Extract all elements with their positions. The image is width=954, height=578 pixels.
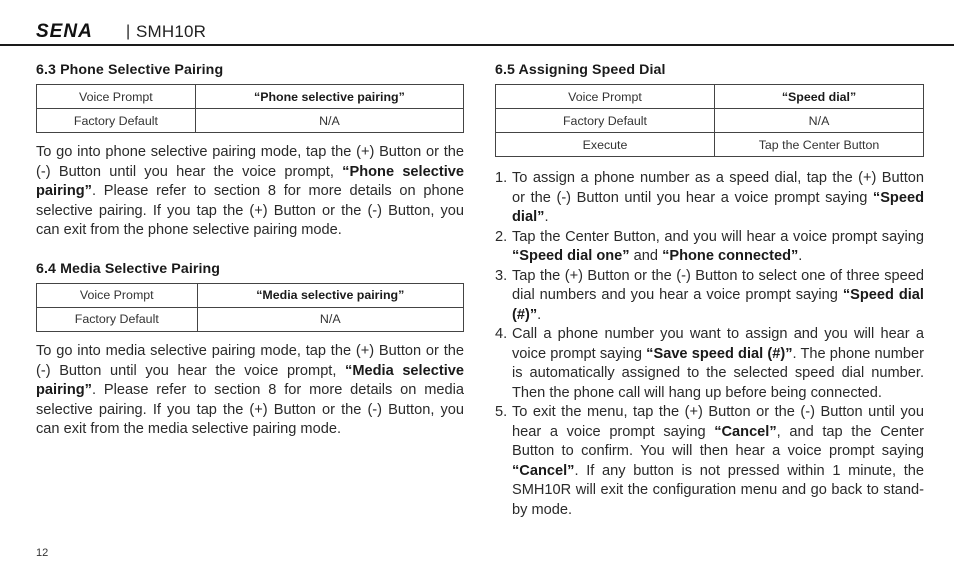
list-item — [495, 267, 924, 326]
voice-prompt-text: “Speed dial (#)” — [512, 287, 924, 323]
step-number: 5. — [495, 404, 508, 420]
table-cell: N/A — [195, 109, 463, 133]
table-row — [37, 283, 464, 307]
list-item — [495, 325, 924, 403]
settings-table — [495, 84, 924, 157]
header-rule — [0, 44, 954, 46]
section-title: 6.3 Phone Selective Pairing — [36, 62, 224, 78]
table-row — [496, 109, 924, 133]
step-number: 4. — [495, 326, 508, 342]
right-column — [495, 62, 924, 520]
step-number: 3. — [495, 267, 508, 284]
settings-table — [36, 84, 464, 133]
svg-text:SENA: SENA — [36, 22, 93, 40]
paragraph-text: To go into media selective pairing mode, tap the (+) Button or the (-) Button until you hear the voice prompt, — [36, 342, 464, 379]
table-cell: Factory Default — [37, 109, 196, 133]
section-6-4 — [36, 261, 464, 440]
step-text: Tap the Center Button, and you will hear a voice prompt saying — [512, 228, 924, 245]
table-row — [496, 133, 924, 157]
step-text: and — [629, 248, 663, 264]
table-cell: N/A — [197, 307, 463, 331]
settings-table — [36, 283, 464, 332]
step-text: . The phone number is automatically assigned to the selected speed dial number. Then the phone call will hang up before being connected. — [512, 345, 924, 401]
step-text: . — [537, 306, 542, 323]
page-header — [36, 20, 954, 44]
section-6-3 — [36, 62, 464, 241]
table-row — [37, 307, 464, 331]
table-cell: Tap the Center Button — [715, 133, 924, 157]
section-paragraph — [36, 342, 464, 440]
sena-logo — [36, 22, 118, 40]
table-cell: Voice Prompt — [37, 85, 196, 109]
voice-prompt-text: “Cancel” — [512, 462, 575, 479]
voice-prompt-text: “Phone connected” — [662, 248, 799, 264]
list-item — [495, 169, 924, 228]
step-text: . — [544, 209, 549, 225]
voice-prompt-text: “Cancel” — [714, 423, 777, 440]
section-6-5 — [495, 62, 924, 520]
step-number: 2. — [495, 228, 508, 245]
voice-prompt-text: “Save speed dial (#)” — [646, 345, 793, 362]
table-cell: Voice Prompt — [496, 85, 715, 109]
table-cell: Factory Default — [496, 109, 715, 133]
list-item — [495, 228, 924, 267]
model-name: SMH10R — [136, 22, 207, 41]
table-cell: Voice Prompt — [37, 283, 198, 307]
paragraph-text: . Please refer to section 8 for more details on phone selective pairing. If you tap the (+) Button or the (-) Button, you can exit from the phone selective pairing mode. — [36, 183, 464, 239]
voice-prompt-text: “Speed dial” — [512, 189, 924, 225]
section-paragraph — [36, 143, 464, 241]
table-row — [37, 109, 464, 133]
table-cell: Factory Default — [37, 307, 198, 331]
table-row — [496, 85, 924, 109]
table-cell: “Phone selective pairing” — [195, 85, 463, 109]
steps-list — [495, 169, 924, 520]
section-title: 6.5 Assigning Speed Dial — [495, 62, 666, 78]
left-column — [36, 62, 464, 440]
header-separator: | — [126, 23, 131, 40]
section-title: 6.4 Media Selective Pairing — [36, 260, 221, 277]
paragraph-text: To go into phone selective pairing mode, tap the (+) Button or the (-) Button until you hear the voice prompt, — [36, 144, 464, 180]
step-text: . — [798, 248, 803, 264]
voice-prompt-text: “Speed dial one” — [512, 248, 630, 264]
step-text: Tap the (+) Button or the (-) Button to select one of three speed dial numbers and you hear a voice prompt saying — [512, 267, 924, 303]
step-text: To assign a phone number as a speed dial, tap the (+) Button or the (-) Button until you hear a voice prompt saying — [512, 170, 924, 206]
table-row — [37, 85, 464, 109]
step-text: Call a phone number you want to assign and you will hear a voice prompt saying — [512, 326, 924, 362]
step-text: , and tap the Center Button to confirm. You will then hear a voice prompt saying — [512, 423, 924, 459]
voice-prompt-text: “Media selective pairing” — [36, 362, 464, 399]
step-number: 1. — [495, 170, 508, 186]
step-text: To exit the menu, tap the (+) Button or the (-) Button until you hear a voice prompt saying — [512, 404, 924, 440]
table-cell: N/A — [715, 109, 924, 133]
step-text: . If any button is not pressed within 1 minute, the SMH10R will exit the configuration menu and go back to stand-by mode. — [512, 462, 924, 518]
table-cell: Execute — [496, 133, 715, 157]
table-cell: “Speed dial” — [715, 85, 924, 109]
table-cell: “Media selective pairing” — [197, 283, 463, 307]
paragraph-text: . Please refer to section 8 for more details on media selective pairing. If you tap the (+) Button or the (-) Button, you can exit from the media selective pairing mode. — [36, 382, 464, 438]
list-item — [495, 403, 924, 520]
page-number: 12 — [36, 547, 49, 559]
voice-prompt-text: “Phone selective pairing” — [36, 163, 464, 200]
